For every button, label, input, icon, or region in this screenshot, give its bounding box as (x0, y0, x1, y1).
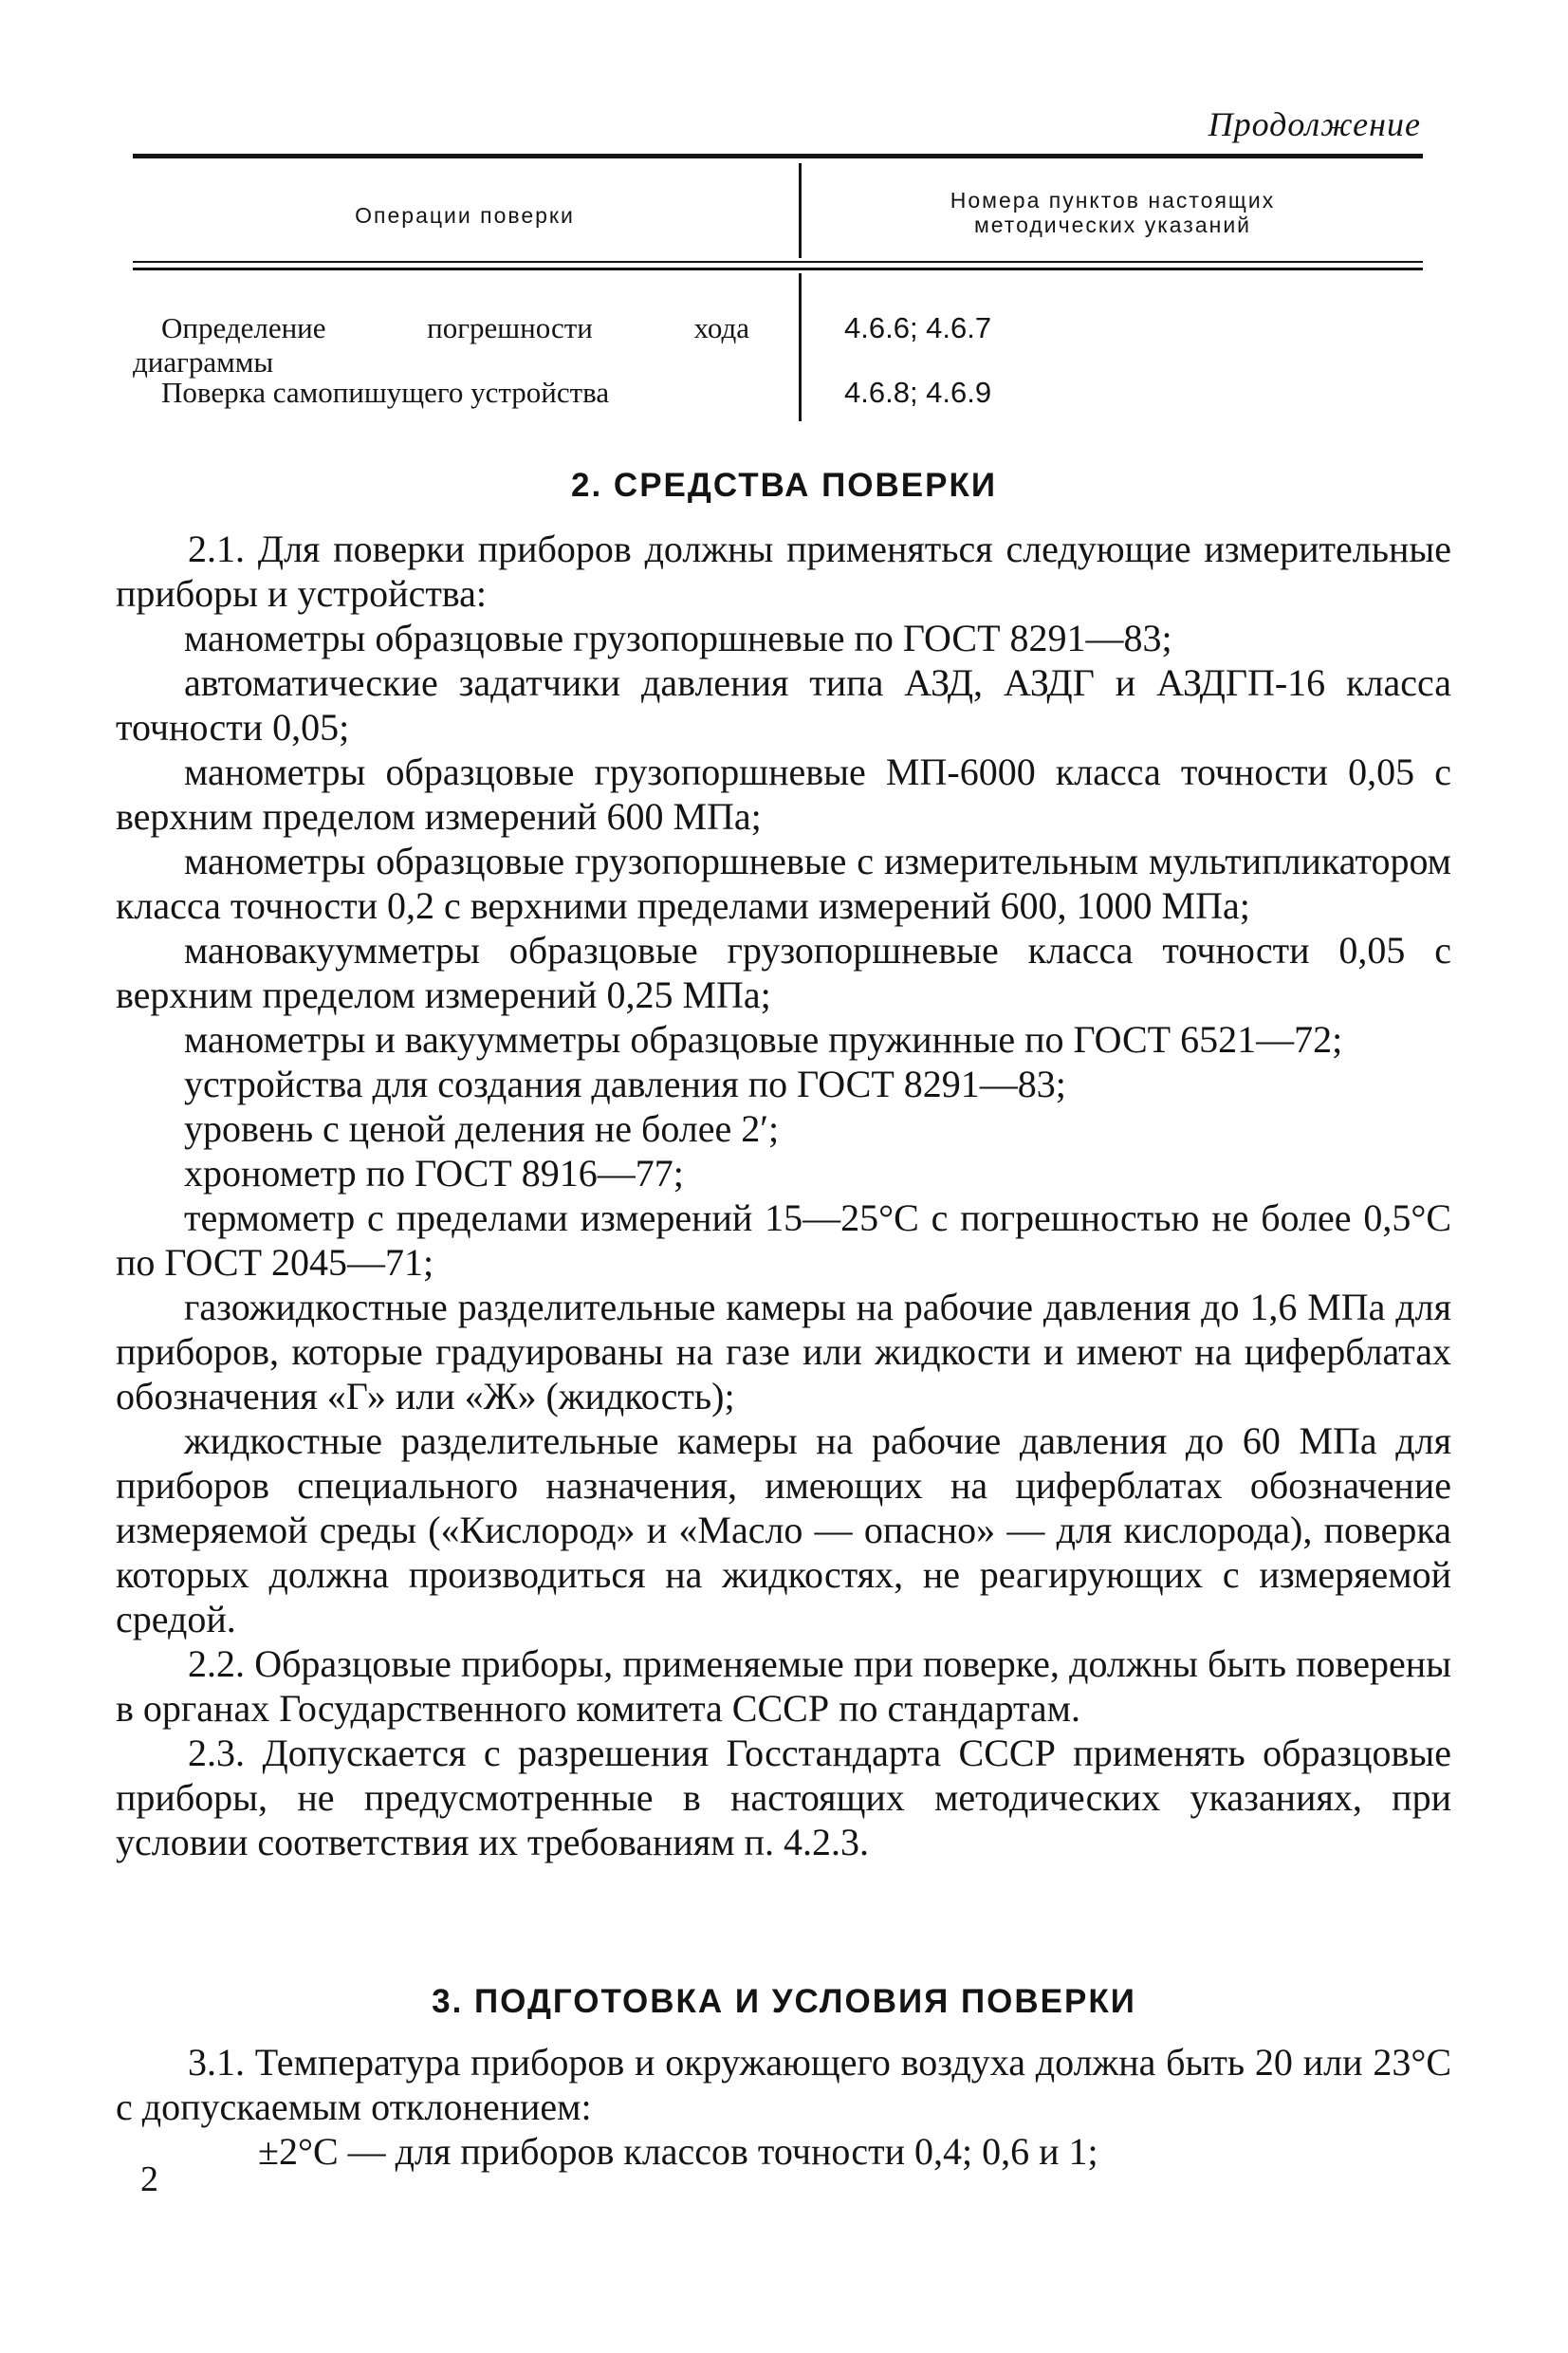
instrument-item: термометр с пределами измерений 15—25°С с погрешностью не более 0,5°С по ГОСТ 2045—71; (116, 1196, 1451, 1284)
table-header-operations: Операции поверки (355, 203, 575, 228)
table-header-numbers-line2: методических указаний (973, 213, 1252, 237)
paragraph-3-1: 3.1. Температура приборов и окружающего воздуха должна быть 20 или 23°С с допускаемым отклонением: (116, 2041, 1451, 2128)
paragraph-2-1: 2.1. Для поверки приборов должны применяться следующие измерительные приборы и устройства: (116, 528, 1451, 615)
table-row-1-operation (133, 311, 749, 380)
table-row-1-numbers: 4.6.6; 4.6.7 (844, 311, 992, 344)
instrument-item: хронометр по ГОСТ 8916—77; (184, 1152, 684, 1195)
instrument-item: манометры образцовые грузопоршневые по ГОСТ 8291—83; (184, 617, 1172, 659)
table-row-1-operation-line2: диаграммы (133, 345, 274, 379)
continuation-label: Продолжение (1208, 105, 1421, 143)
instrument-item: манометры образцовые грузопоршневые МП-6000 класса точности 0,05 с верхним пределом измерений 600 МПа; (116, 750, 1451, 838)
table-row-2-numbers: 4.6.8; 4.6.9 (844, 376, 992, 409)
instrument-item: манометры образцовые грузопоршневые с измерительным мультипликатором класса точности 0,2 с верхними пределами измерений 600, 1000 МПа; (116, 840, 1451, 927)
table-header-numbers (802, 188, 1423, 237)
table-row-1-word2: погрешности (427, 311, 593, 344)
table-header-rule-2 (133, 268, 1423, 270)
table-row-1-operation-line1 (133, 311, 749, 345)
table-row-2-operation: Поверка самопишущего устройства (161, 376, 610, 409)
instrument-item: жидкостные разделительные камеры на рабочие давления до 60 МПа для приборов специального назначения, имеющих на циферблатах обозначение измеряемой среды («Кислород» и «Масло — опасно» — для кислорода), поверка которых должна производиться на жидкостях, не реагирующих с измеряемой средой. (116, 1419, 1451, 1640)
section-2-body (116, 527, 1451, 1864)
table-header-rule-1 (133, 261, 1423, 263)
section-3-title: 3. ПОДГОТОВКА И УСЛОВИЯ ПОВЕРКИ (432, 1983, 1136, 2020)
table-header-divider (799, 163, 802, 258)
table-row-1-word1: Определение (161, 311, 326, 344)
tolerance-item: ±2°С — для приборов классов точности 0,4; 0,6 и 1; (258, 2130, 1098, 2173)
paragraph-2-2: 2.2. Образцовые приборы, применяемые при поверке, должны быть поверены в органах Государственного комитета СССР по стандартам. (116, 1642, 1451, 1730)
section-2-title: 2. СРЕДСТВА ПОВЕРКИ (571, 467, 997, 504)
table-body-divider (799, 273, 802, 421)
table-row-1-word3: хода (693, 311, 749, 344)
section-3-body (116, 2040, 1451, 2174)
instrument-item: уровень с ценой деления не более 2′; (184, 1107, 780, 1150)
page-number: 2 (140, 2159, 158, 2199)
table-header-numbers-line1: Номера пунктов настоящих (950, 188, 1276, 213)
instrument-item: мановакуумметры образцовые грузопоршневые класса точности 0,05 с верхним пределом измерений 0,25 МПа; (116, 929, 1451, 1016)
table-top-rule (133, 154, 1423, 158)
instrument-item: газожидкостные разделительные камеры на рабочие давления до 1,6 МПа для приборов, которые градуированы на газе или жидкости и имеют на циферблатах обозначения «Г» или «Ж» (жидкость); (116, 1286, 1451, 1417)
paragraph-2-3: 2.3. Допускается с разрешения Госстандарта СССР применять образцовые приборы, не предусмотренные в настоящих методических указаниях, при условии соответствия их требованиям п. 4.2.3. (116, 1732, 1451, 1863)
instrument-item: устройства для создания давления по ГОСТ 8291—83; (184, 1063, 1066, 1105)
instrument-item: автоматические задатчики давления типа АЗД, АЗДГ и АЗДГП-16 класса точности 0,05; (116, 661, 1451, 749)
instrument-item: манометры и вакуумметры образцовые пружинные по ГОСТ 6521—72; (184, 1018, 1343, 1061)
